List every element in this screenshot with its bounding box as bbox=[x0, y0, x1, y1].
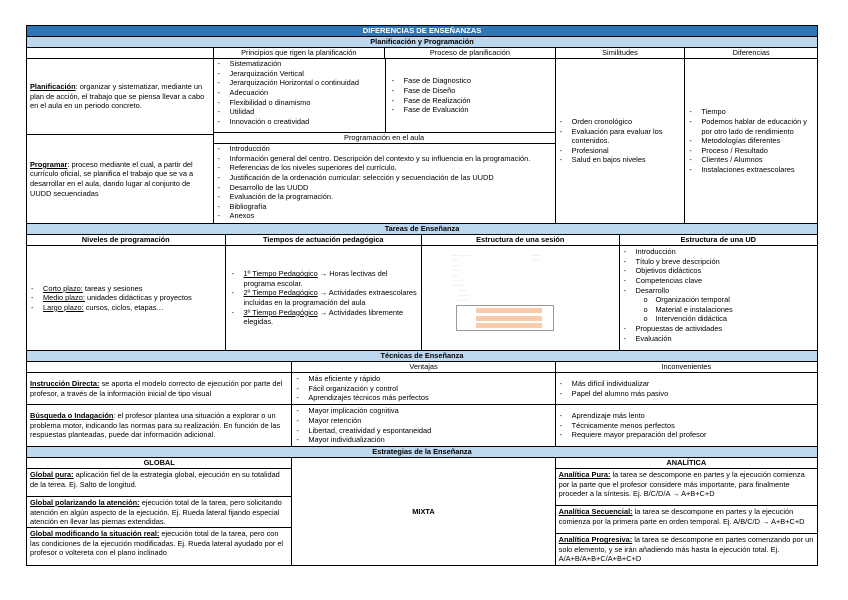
list-item: - Instalaciones extraescolares bbox=[701, 165, 815, 175]
header-diferencias: Diferencias bbox=[684, 48, 817, 58]
list-item: - Innovación o creatividad bbox=[230, 117, 383, 127]
list-item: - Más eficiente y rápido bbox=[308, 374, 552, 384]
list-item: - Justificación de la ordenación curricular: selección y secuenciación de las UUDD bbox=[230, 173, 553, 183]
list-item: - 3º Tiempo Pedagógico → Actividades libremente elegidas. bbox=[244, 308, 418, 327]
header-programacion-aula: Programación en el aula bbox=[214, 132, 555, 143]
section-tareas: Tareas de Enseñanza bbox=[27, 223, 817, 234]
global-polarizando: Global polarizando la atención: ejecución total de la tarea, pero solicitando atención en algún aspecto de la ejecución. Ej. Rueda lateral fijando especial atención en llevar las piernas extendidas. bbox=[27, 496, 291, 527]
list-item: - Mayor individualización bbox=[308, 435, 552, 445]
list-item: - Información general del centro. Descripción del contexto y su influencia en la programación. bbox=[230, 154, 553, 164]
list-item: - Podemos hablar de educación y por otro lado de rendimiento bbox=[701, 117, 815, 136]
list-item: o Intervención didáctica bbox=[656, 314, 816, 324]
list-item: - Técnicamente menos perfectos bbox=[572, 421, 815, 431]
analitica-pura: Analítica Pura: la tarea se descompone en partes y la ejecución comienza por la parte que el profesor considere más importante, para finalmente proceder a la síntesis. Ej. B/C/D/A → A+B+C+D bbox=[556, 468, 817, 505]
planificacion-term: Planificación bbox=[30, 82, 76, 92]
tecnica-row-busqueda: Búsqueda o Indagación: el profesor plantea una situación a explorar o un problema motor, indicando las normas para su realización. En función de las respuestas planteadas, puede dar información adicional. - Mayor implicación cognitiva - Mayor retención - Libertad, creatividad y espontaneidad - Mayor individualización - Aprendizaje más lento - Técnicamente menos perfectos - Requiere mayor preparación del profesor bbox=[27, 404, 817, 446]
planificacion-text: : organizar y sistematizar, mediante un plan de acción, el trabajo que se piensa llevar a cabo en el aula en un periodo concreto. bbox=[30, 82, 205, 111]
ud-list bbox=[619, 246, 818, 350]
list-item: - Fase de Diagnostico bbox=[404, 76, 551, 86]
proceso-list bbox=[385, 59, 555, 132]
list-item: - Propuestas de actividades bbox=[636, 324, 816, 334]
list-item: - Introducción bbox=[636, 247, 816, 257]
header-sesion: Estructura de una sesión bbox=[421, 235, 619, 245]
list-item: - Evaluación para evaluar los contenidos. bbox=[572, 127, 683, 146]
tecnica-row-instruccion: Instrucción Directa: se aporta el modelo correcto de ejecución por parte del profesor, a través de la información inicial de tipo visual - Más eficiente y rápido - Fácil organización y control - Aprendizajes técnicos más perfectos - Más difícil individualizar - Papel del alumno más pasivo bbox=[27, 372, 817, 404]
list-item: - Aprendizajes técnicos más perfectos bbox=[308, 393, 552, 403]
list-item: - Flexibilidad o dinamismo bbox=[230, 98, 383, 108]
header-niveles: Niveles de programación bbox=[81, 235, 170, 244]
list-item: - Referencias de los niveles superiores del currículo. bbox=[230, 163, 553, 173]
programacion-list bbox=[214, 143, 555, 223]
mixta-cell bbox=[291, 458, 554, 565]
niveles-list bbox=[27, 246, 225, 350]
list-item: - Introducción bbox=[230, 144, 553, 154]
list-item: - Fase de Realización bbox=[404, 96, 551, 106]
analitica-secuencial: Analítica Secuencial: la tarea se descompone en partes y la ejecución comienza por la primera parte en orden temporal. Ej. A/B/C/D → A+B+C+D bbox=[556, 505, 817, 533]
header-ud: Estructura de una UD bbox=[619, 235, 818, 245]
plan-header-row bbox=[27, 47, 817, 58]
list-item: - Anexos bbox=[230, 211, 553, 221]
list-item: - Jerarquización Vertical bbox=[230, 69, 383, 79]
list-item: - Clientes / Alumnos bbox=[701, 155, 815, 165]
list-item: - Medio plazo: unidades didácticas y proyectos bbox=[43, 293, 223, 303]
tareas-body-row bbox=[27, 245, 817, 350]
list-item: - Jerarquización Horizontal o continuidad bbox=[230, 78, 383, 88]
section-tecnicas: Técnicas de Enseñanza bbox=[27, 350, 817, 361]
header-tiempos: Tiempos de actuación pedagógica bbox=[225, 235, 422, 245]
list-item: - Salud en bajos niveles bbox=[572, 155, 683, 165]
header-proceso: Proceso de planificación bbox=[384, 48, 555, 58]
list-item: - Fase de Evaluación bbox=[404, 105, 551, 115]
planificacion-definition bbox=[27, 59, 213, 134]
sesion-structure-image bbox=[421, 246, 618, 350]
list-item: - Mayor implicación cognitiva bbox=[308, 406, 552, 416]
list-item: o Organización temporal bbox=[656, 295, 816, 305]
list-item: - Adecuación bbox=[230, 88, 383, 98]
list-item: - Desarrollo de las UUDD bbox=[230, 183, 553, 193]
list-item: - Bibliografía bbox=[230, 202, 553, 212]
list-item: - Requiere mayor preparación del profesor bbox=[572, 430, 815, 440]
list-item: - Papel del alumno más pasivo bbox=[572, 389, 815, 399]
summary-table bbox=[26, 25, 818, 566]
list-item: - Título y breve descripción bbox=[636, 257, 816, 267]
analitica-column bbox=[555, 458, 817, 565]
global-column bbox=[27, 458, 291, 565]
tareas-header-row bbox=[27, 234, 817, 245]
list-item: - Proceso / Resultado bbox=[701, 146, 815, 156]
list-item: - Desarrollo bbox=[636, 286, 816, 296]
programar-term: Programar bbox=[30, 159, 68, 169]
global-pura: Global pura: aplicación fiel de la estrategia global, ejecución en su totalidad de la terea. Ej. Salto de longitud. bbox=[27, 468, 291, 496]
list-item: - Utilidad bbox=[230, 107, 383, 117]
list-item: - Evaluación de la programación. bbox=[230, 192, 553, 202]
list-item: - Aprendizaje más lento bbox=[572, 411, 815, 421]
list-item: - 2º Tiempo Pedagógico → Actividades extraescolares incluidas en la programación del aula bbox=[244, 288, 418, 307]
list-item: - Corto plazo: tareas y sesiones bbox=[43, 284, 223, 294]
list-item: - Tiempo bbox=[701, 107, 815, 117]
global-modificando: Global modificando la situación real: ejecución total de la tarea, pero con las condiciones de la ejecución modificadas. Ej. Rueda lateral ayudado por el profesor o voltereta con el plano inclinado bbox=[27, 527, 291, 565]
header-principios: Principios que rigen la planificación bbox=[213, 48, 385, 58]
list-item: - Libertad, creatividad y espontaneidad bbox=[308, 426, 552, 436]
section-planificacion: Planificación y Programación bbox=[27, 36, 817, 47]
list-item: - Evaluación bbox=[636, 334, 816, 344]
header-inconvenientes: Inconvenientes bbox=[555, 362, 817, 372]
list-item: - Largo plazo: cursos, ciclos, etapas… bbox=[43, 303, 223, 313]
list-item: - Más difícil individualizar bbox=[572, 379, 815, 389]
mixta-label: MIXTA bbox=[412, 506, 435, 516]
list-item: o Material e instalaciones bbox=[656, 305, 816, 315]
list-item: - Objetivos didácticos bbox=[636, 266, 816, 276]
list-item: - Fase de Diseño bbox=[404, 86, 551, 96]
similitudes-list bbox=[555, 59, 685, 223]
header-similitudes: Similitudes bbox=[555, 48, 685, 58]
header-ventajas: Ventajas bbox=[291, 362, 554, 372]
principios-list bbox=[214, 59, 385, 132]
list-item: - 1º Tiempo Pedagógico → Horas lectivas del programa escolar. bbox=[244, 269, 418, 288]
section-estrategias: Estrategias de la Enseñanza bbox=[27, 446, 817, 457]
header-analitica: ANALÍTICA bbox=[666, 458, 707, 467]
list-item: - Competencias clave bbox=[636, 276, 816, 286]
analitica-progresiva: Analítica Progresiva: la tarea se descompone en partes comenzando por un solo elemento, y se irán añadiendo más hasta la ejecución total. Ej. A/A+B/A+B+C/A+B+C+D bbox=[556, 533, 817, 565]
estrategias-body bbox=[27, 457, 817, 565]
tiempos-list bbox=[225, 246, 422, 350]
header-global: GLOBAL bbox=[143, 458, 175, 467]
list-item: - Sistematización bbox=[230, 59, 383, 69]
tecnicas-header-row bbox=[27, 361, 817, 372]
programar-text: : proceso mediante el cual, a partir del currículo oficial, se planifica el trabajo que se va a desarrollar en el aula, dando lugar al conjunto de UUDD secuenciadas bbox=[30, 159, 194, 198]
plan-body-row bbox=[27, 58, 817, 223]
list-item: - Metodologías diferentes bbox=[701, 136, 815, 146]
list-item: - Profesional bbox=[572, 146, 683, 156]
list-item: - Orden cronológico bbox=[572, 117, 683, 127]
diferencias-list bbox=[684, 59, 817, 223]
list-item: - Mayor retención bbox=[308, 416, 552, 426]
page-title: DIFERENCIAS DE ENSEÑANZAS bbox=[27, 26, 817, 36]
session-thumbnail: ·········· ········ ······· ········· ········ ······· ·········· ············ ·········· ············· ··········· ········ ········· bbox=[422, 246, 618, 350]
programar-definition bbox=[27, 134, 213, 223]
document-page bbox=[26, 25, 818, 566]
list-item: - Fácil organización y control bbox=[308, 384, 552, 394]
